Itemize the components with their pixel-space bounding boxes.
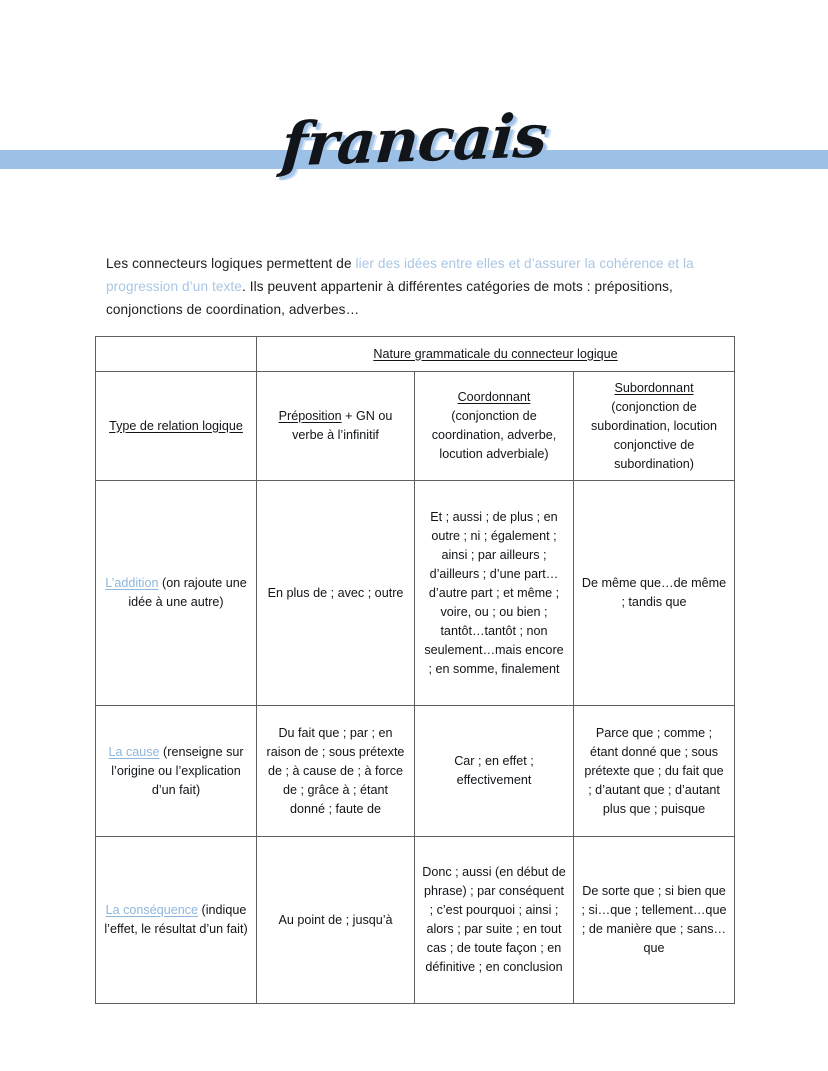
cell-addition-subordonnant: De même que…de même ; tandis que	[574, 481, 735, 706]
cell-addition-preposition: En plus de ; avec ; outre	[257, 481, 415, 706]
column-header-preposition-rest: + GN ou verbe à l’infinitif	[292, 409, 393, 442]
row-relation-consequence-term: La conséquence	[105, 903, 199, 917]
column-header-coordonnant	[415, 372, 574, 481]
intro-text-part2: . Ils peuvent appartenir à différentes catégories de mots : prépositions, conjonctions de coordination, adverbes…	[106, 278, 673, 317]
page-title-container	[0, 96, 828, 186]
header-nature-grammaticale-label: Nature grammaticale du connecteur logique	[373, 346, 618, 361]
row-relation-consequence	[96, 837, 257, 1004]
column-header-type-relation	[96, 372, 257, 481]
cell-cause-preposition: Du fait que ; par ; en raison de ; sous prétexte de ; à cause de ; à force de ; grâce à ; étant donné ; faute de	[257, 706, 415, 837]
table-header-top-row	[96, 337, 735, 372]
row-relation-addition-term: L’addition	[105, 576, 159, 590]
connectors-table-wrapper	[95, 336, 734, 1004]
row-relation-cause-term: La cause	[108, 744, 160, 759]
column-header-type-relation-label: Type de relation logique	[109, 418, 243, 433]
row-relation-cause	[96, 706, 257, 837]
cell-addition-coordonnant: Et ; aussi ; de plus ; en outre ; ni ; également ; ainsi ; par ailleurs ; d’ailleurs ; d’une part…d’autre part ; et même ; voire, ou ; ou bien ; tantôt…tantôt ; non seulement…mais encore ; en somme, finalement	[415, 481, 574, 706]
header-corner-blank	[96, 337, 257, 372]
table-row	[96, 837, 735, 1004]
row-relation-addition	[96, 481, 257, 706]
row-relation-cause-detail: (renseigne sur l’origine ou l’explication d’un fait)	[111, 744, 244, 797]
header-nature-grammaticale	[257, 337, 735, 372]
table-row	[96, 481, 735, 706]
cell-consequence-coordonnant: Donc ; aussi (en début de phrase) ; par conséquent ; c’est pourquoi ; ainsi ; alors ; par suite ; en tout cas ; de toute façon ; en définitive ; en conclusion	[415, 837, 574, 1004]
column-header-coordonnant-term: Coordonnant	[457, 390, 531, 404]
column-header-subordonnant-rest: (conjonction de subordination, locution conjonctive de subordination)	[590, 399, 718, 471]
cell-consequence-preposition: Au point de ; jusqu’à	[257, 837, 415, 1004]
intro-text-part1: Les connecteurs logiques permettent de	[106, 255, 356, 271]
cell-consequence-subordonnant: De sorte que ; si bien que ; si…que ; tellement…que ; de manière que ; sans…que	[574, 837, 735, 1004]
table-row	[96, 706, 735, 837]
column-header-preposition	[257, 372, 415, 481]
column-header-subordonnant-term: Subordonnant	[614, 380, 694, 395]
column-header-coordonnant-rest: (conjonction de coordination, adverbe, locution adverbiale)	[431, 409, 557, 461]
intro-paragraph	[106, 252, 746, 321]
column-header-subordonnant	[574, 372, 735, 481]
intro-highlight: lier des idées entre elles et d’assurer la cohérence et la progression d’un texte	[106, 255, 694, 294]
table-header-columns-row	[96, 372, 735, 481]
row-relation-consequence-detail: (indique l’effet, le résultat d’un fait)	[104, 903, 248, 936]
cell-cause-subordonnant: Parce que ; comme ; étant donné que ; sous prétexte que ; du fait que ; d’autant que ; d’autant plus que ; puisque	[574, 706, 735, 837]
connectors-table	[95, 336, 735, 1004]
title-color-band	[0, 150, 828, 169]
page-title: francais	[279, 101, 549, 181]
column-header-preposition-term: Préposition	[278, 409, 342, 423]
row-relation-addition-detail: (on rajoute une idée à une autre)	[128, 576, 247, 609]
cell-cause-coordonnant: Car ; en effet ; effectivement	[415, 706, 574, 837]
